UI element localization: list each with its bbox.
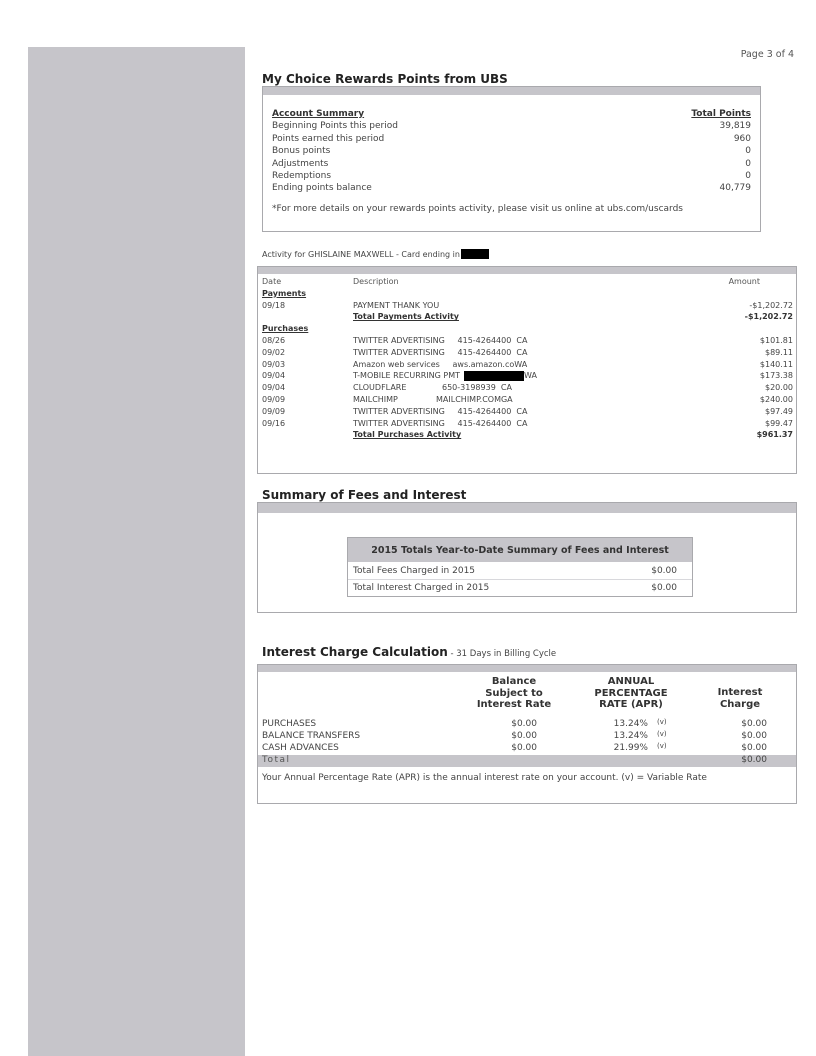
rewards-row: [272, 133, 751, 145]
rewards-note: *For more details on your rewards points activity, please visit us online at ubs.com/uscards: [272, 203, 683, 214]
date-column-header: Date: [262, 277, 282, 286]
interest-row-name: BALANCE TRANSFERS: [262, 731, 361, 741]
transaction-row: [258, 347, 796, 359]
ytd-row-label: Total Fees Charged in 2015: [353, 565, 476, 576]
ytd-fees-table: [347, 537, 693, 597]
variable-rate-marker: (v): [657, 742, 667, 750]
rewards-row: [272, 120, 751, 132]
description-column-header: Description: [353, 277, 399, 286]
purchases-total-row: [258, 429, 796, 441]
rewards-row-label: Beginning Points this period: [272, 121, 398, 132]
transaction-date: 08/26: [262, 335, 286, 345]
activity-for-text: Activity for GHISLAINE MAXWELL - Card ending in: [262, 249, 460, 259]
rewards-row: [272, 158, 751, 170]
transaction-description: [353, 382, 512, 394]
transaction-row: [258, 394, 796, 406]
rewards-row-value: 40,779: [719, 183, 751, 194]
interest-box: [257, 664, 797, 804]
apr-header-line: ANNUAL: [607, 676, 655, 687]
rewards-row: [272, 182, 751, 194]
transaction-amount: $97.49: [765, 406, 793, 416]
apr-header-line: PERCENTAGE: [594, 687, 668, 699]
transactions-header-bar: [258, 267, 796, 274]
transaction-amount: $101.81: [759, 335, 793, 345]
transaction-description-text: Amazon web services aws.amazon.coWA: [353, 359, 528, 369]
amount-column-header: Amount: [728, 277, 760, 286]
transaction-date: 09/04: [262, 383, 286, 393]
balance-column-header: [469, 676, 559, 711]
interest-title: [262, 645, 556, 659]
activity-card-label: [262, 249, 489, 259]
account-summary-header: Account Summary: [272, 109, 365, 119]
fees-box: [257, 502, 797, 613]
apr-column-header: [581, 676, 681, 711]
transaction-description-text: CLOUDFLARE 650-3198939 CA: [353, 383, 512, 393]
interest-row-apr: 13.24%: [613, 719, 648, 729]
purchases-group-label: Purchases: [262, 324, 309, 334]
transaction-amount: $99.47: [765, 418, 793, 428]
apr-note: Your Annual Percentage Rate (APR) is the annual interest rate on your account. (v) = Variable Rate: [262, 773, 707, 783]
rewards-row-value: 39,819: [719, 121, 751, 132]
transaction-row: [258, 300, 796, 312]
transaction-description: [353, 394, 513, 406]
transaction-description-text: TWITTER ADVERTISING 415-4264400 CA: [353, 418, 528, 428]
variable-rate-marker: (v): [657, 718, 667, 726]
charge-column-header: [708, 687, 772, 710]
transaction-row: [258, 406, 796, 418]
variable-rate-marker: (v): [657, 730, 667, 738]
rewards-row: [272, 170, 751, 182]
interest-total-row: [258, 755, 796, 767]
rewards-row: [272, 145, 751, 157]
transaction-description: [353, 359, 527, 371]
interest-row-balance: $0.00: [511, 719, 537, 729]
charge-header-line: Interest: [717, 687, 763, 698]
ytd-row-label: Total Interest Charged in 2015: [353, 583, 490, 593]
transaction-row: [258, 335, 796, 347]
interest-row-name: CASH ADVANCES: [262, 743, 339, 753]
transaction-date: 09/03: [262, 359, 286, 369]
ytd-table-title: 2015 Totals Year-to-Date Summary of Fees and Interest: [348, 538, 692, 562]
interest-row-balance: $0.00: [511, 743, 537, 753]
transaction-date: 09/04: [262, 371, 286, 381]
transaction-description-text: MAILCHIMP MAILCHIMP.COMGA: [353, 394, 513, 404]
transaction-description: [353, 335, 527, 347]
transaction-amount: $140.11: [759, 359, 793, 369]
transaction-date: 09/02: [262, 347, 286, 357]
transaction-row: [258, 382, 796, 394]
ytd-row-value: $0.00: [651, 565, 677, 576]
rewards-row-value: 0: [745, 146, 751, 157]
balance-header-line: Subject to: [485, 687, 543, 699]
transaction-description-text: TWITTER ADVERTISING 415-4264400 CA: [353, 335, 528, 345]
interest-row-apr: 21.99%: [613, 743, 648, 753]
rewards-row-label: Bonus points: [272, 146, 331, 157]
charge-header-line: Charge: [719, 698, 761, 710]
interest-row: [258, 719, 796, 731]
rewards-header-bar: [263, 87, 760, 95]
rewards-row-value: 0: [745, 171, 751, 182]
transactions-box: [257, 266, 797, 474]
redacted-location: [464, 371, 524, 381]
transaction-description-text: T-MOBILE RECURRING PMT: [353, 371, 461, 381]
transaction-description: [353, 300, 439, 312]
transaction-description-text: TWITTER ADVERTISING 415-4264400 CA: [353, 406, 528, 416]
transactions-table: [258, 276, 796, 441]
interest-total-label: Total: [262, 755, 291, 765]
transaction-amount: $20.00: [765, 383, 793, 393]
interest-row-balance: $0.00: [511, 731, 537, 741]
ytd-row-value: $0.00: [651, 583, 677, 593]
payments-total-label: Total Payments Activity: [353, 312, 459, 322]
rewards-row-label: Points earned this period: [272, 133, 385, 144]
transaction-row: [258, 370, 796, 382]
page-number: Page 3 of 4: [740, 49, 794, 60]
fees-title: Summary of Fees and Interest: [262, 488, 467, 502]
transaction-description: [353, 347, 527, 359]
transaction-amount: $89.11: [765, 347, 793, 357]
interest-row-charge: $0.00: [741, 731, 767, 741]
rewards-row-value: 960: [733, 133, 751, 144]
transaction-date: 09/09: [262, 406, 286, 416]
rewards-row-value: 0: [745, 158, 751, 169]
interest-title-text: Interest Charge Calculation: [262, 645, 448, 659]
transaction-row: [258, 359, 796, 371]
transaction-description: [353, 418, 527, 430]
interest-row-name: PURCHASES: [262, 719, 317, 729]
transaction-amount: $240.00: [759, 394, 793, 404]
payments-total-row: [258, 311, 796, 323]
rewards-summary-box: [262, 86, 761, 232]
transaction-amount: $173.38: [759, 371, 793, 381]
apr-header-line: RATE (APR): [599, 699, 663, 710]
payments-group-label: Payments: [262, 288, 307, 298]
transaction-description-text: PAYMENT THANK YOU: [353, 300, 440, 310]
total-points-header: Total Points: [691, 109, 751, 119]
balance-header-line: Balance: [491, 676, 537, 687]
transaction-date: 09/09: [262, 394, 286, 404]
payments-total-amount: -$1,202.72: [744, 312, 793, 322]
left-sidebar-panel: [28, 47, 245, 1056]
rewards-title: My Choice Rewards Points from UBS: [262, 72, 508, 86]
rewards-row-label: Ending points balance: [272, 183, 372, 194]
transaction-description: [353, 406, 527, 418]
rewards-row-label: Redemptions: [272, 171, 332, 182]
interest-row: [258, 731, 796, 743]
transaction-amount: -$1,202.72: [749, 300, 793, 310]
purchases-group-label-row: [258, 323, 796, 335]
ytd-row: [348, 562, 692, 579]
transaction-date: 09/16: [262, 418, 286, 428]
interest-row-charge: $0.00: [741, 719, 767, 729]
transaction-date: 09/18: [262, 300, 286, 310]
fees-header-bar: [258, 503, 796, 513]
transaction-description-text: TWITTER ADVERTISING 415-4264400 CA: [353, 347, 528, 357]
ytd-row: [348, 579, 692, 596]
rewards-row-label: Adjustments: [272, 158, 329, 169]
interest-subtitle: - 31 Days in Billing Cycle: [447, 649, 557, 659]
interest-row-charge: $0.00: [741, 743, 767, 753]
purchases-total-label: Total Purchases Activity: [353, 430, 462, 440]
purchases-total-amount: $961.37: [756, 430, 793, 440]
transaction-row: [258, 418, 796, 430]
balance-header-line: Interest Rate: [476, 699, 552, 710]
transaction-location-suffix: WA: [524, 371, 537, 381]
redacted-card-number: [461, 249, 489, 259]
interest-row-apr: 13.24%: [613, 731, 648, 741]
interest-row: [258, 743, 796, 755]
transactions-header-row: [258, 276, 796, 288]
transaction-description: [353, 370, 537, 382]
interest-header-bar: [258, 665, 796, 672]
payments-group-label-row: [258, 288, 796, 300]
interest-total-charge: $0.00: [741, 755, 767, 765]
